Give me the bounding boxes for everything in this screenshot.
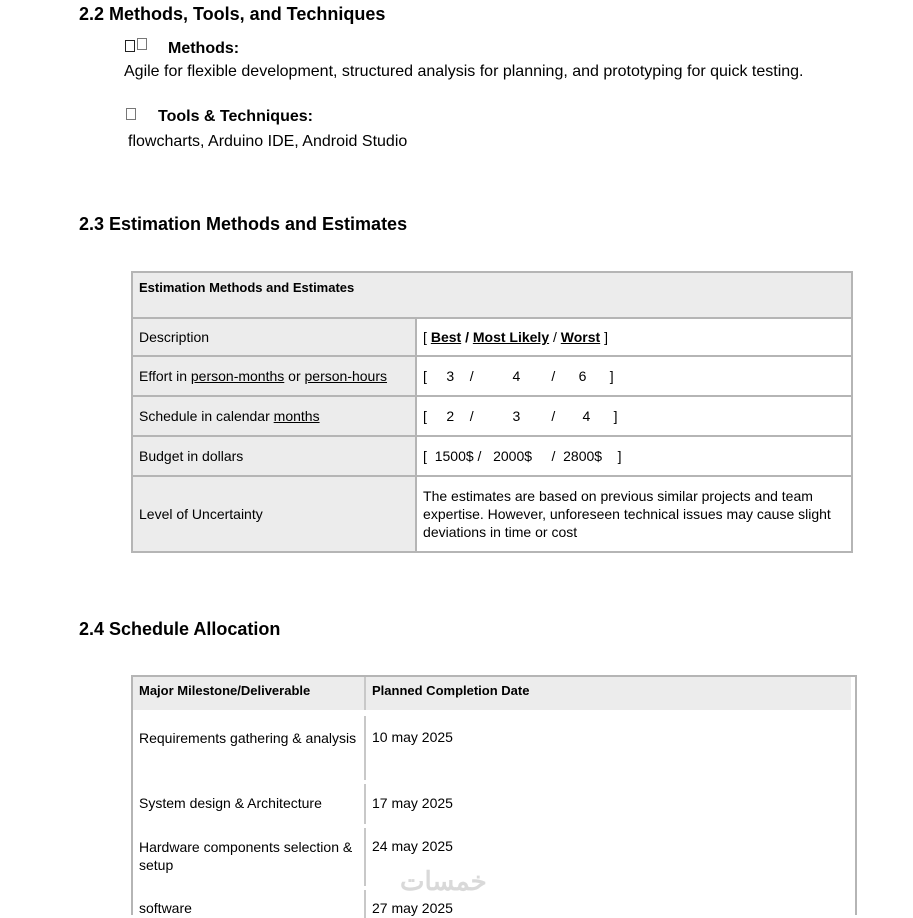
watermark-logo: خمسات (400, 866, 487, 896)
estimation-table-header (132, 272, 852, 318)
table-row (132, 318, 852, 356)
methods-bullet (125, 40, 147, 58)
methods-label: Methods: (168, 40, 240, 57)
tools-bullet (126, 108, 136, 126)
milestone-cell: software (133, 888, 365, 918)
missing-glyph-icon (125, 40, 135, 52)
estimation-table-title: Estimation Methods and Estimates (132, 272, 852, 318)
uncertainty-label: Level of Uncertainty (132, 476, 416, 552)
schedule-table (133, 677, 851, 918)
effort-value: [ 3 / 4 / 6 ] (416, 356, 852, 396)
description-label: Description (132, 318, 416, 356)
table-row (132, 356, 852, 396)
tools-label: Tools & Techniques: (158, 108, 313, 125)
table-row (132, 396, 852, 436)
date-cell: 27 may 2025 (365, 888, 851, 918)
estimation-table (131, 271, 853, 553)
effort-label: Effort in person-months or person-hours (132, 356, 416, 396)
missing-glyph-icon (137, 38, 147, 50)
schedule-label: Schedule in calendar months (132, 396, 416, 436)
schedule-value: [ 2 / 3 / 4 ] (416, 396, 852, 436)
methods-text: Agile for flexible development, structured analysis for planning, and prototyping for quick testing. (124, 63, 804, 80)
description-value: [ Best / Most Likely / Worst ] (416, 318, 852, 356)
budget-label: Budget in dollars (132, 436, 416, 476)
schedule-table-header (133, 677, 851, 713)
uncertainty-value: The estimates are based on previous similar projects and team expertise. However, unforeseen technical issues may cause slight deviations in time or cost (416, 476, 852, 552)
date-cell: 17 may 2025 (365, 782, 851, 826)
table-row (133, 713, 851, 782)
date-cell: 24 may 2025 (365, 826, 851, 888)
date-header: Planned Completion Date (372, 683, 530, 698)
tools-text: flowcharts, Arduino IDE, Android Studio (128, 133, 408, 150)
section-2-4-heading: 2.4 Schedule Allocation (79, 619, 281, 639)
table-row (133, 782, 851, 826)
table-row (132, 436, 852, 476)
milestone-cell: System design & Architecture (133, 782, 365, 826)
missing-glyph-icon (126, 108, 136, 120)
section-2-2-heading: 2.2 Methods, Tools, and Techniques (79, 4, 386, 24)
date-cell: 10 may 2025 (365, 713, 851, 782)
table-row (132, 476, 852, 552)
milestone-cell: Requirements gathering & analysis (133, 713, 365, 782)
table-row (133, 888, 851, 918)
table-row (133, 826, 851, 888)
milestone-cell: Hardware components selection & setup (133, 826, 365, 888)
milestone-header: Major Milestone/Deliverable (133, 677, 365, 713)
budget-value: [ 1500$ / 2000$ / 2800$ ] (416, 436, 852, 476)
section-2-3-heading: 2.3 Estimation Methods and Estimates (79, 214, 408, 234)
